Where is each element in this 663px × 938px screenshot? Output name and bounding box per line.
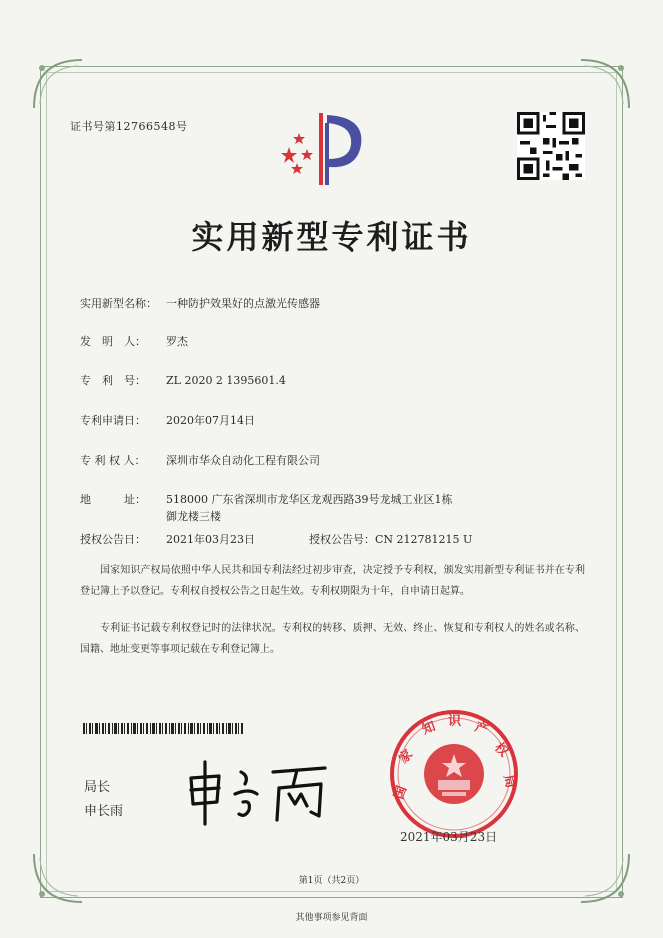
patentee-name: 深圳市华众自动化工程有限公司 — [166, 454, 320, 467]
signer-title: 局长 — [84, 780, 111, 795]
qr-code — [517, 112, 585, 180]
address-line-2: 御龙楼三楼 — [166, 510, 221, 523]
inventor-name: 罗杰 — [166, 335, 188, 348]
svg-text:产: 产 — [472, 719, 490, 739]
address-line-1: 518000 广东省深圳市龙华区龙观西路39号龙城工业区1栋 — [166, 493, 453, 506]
svg-text:权: 权 — [491, 740, 511, 761]
field-utility-model-name: 实用新型名称： 一种防护效果好的点激光传感器 — [80, 297, 320, 310]
svg-text:知: 知 — [420, 719, 438, 738]
corner-ornament-top-right — [577, 56, 633, 112]
svg-text:国: 国 — [391, 784, 411, 802]
legal-status-paragraph: 专利证书记载专利权登记时的法律状况。专利权的转移、质押、无效、终止、恢复和专利权人的姓名或名称、国籍、地址变更等事项记载在专利登记簿上。 — [80, 623, 585, 655]
grant-statement-paragraph: 国家知识产权局依照中华人民共和国专利法经过初步审查，决定授予专利权，颁发实用新型专利证书并在专利登记簿上予以登记。专利权自授权公告之日起生效。专利权期限为十年，自申请日起算。 — [80, 565, 585, 597]
patent-number: ZL 2020 2 1395601.4 — [166, 374, 286, 387]
seal-date: 2021年03月23日 — [400, 830, 498, 844]
svg-text:家: 家 — [396, 747, 417, 767]
certificate-title: 实用新型专利证书 — [191, 218, 472, 256]
cnipa-logo — [275, 105, 370, 190]
field-filing-date: 专利申请日： 2020年07月14日 — [80, 414, 255, 427]
filing-date: 2020年07月14日 — [166, 414, 255, 427]
svg-text:局: 局 — [500, 773, 518, 790]
certificate-number: 证书号第12766548号 — [70, 120, 188, 133]
back-side-note: 其他事项参见背面 — [295, 913, 368, 923]
field-inventor: 发 明 人： 罗杰 — [80, 335, 188, 348]
grant-date: 2021年03月23日 — [166, 533, 255, 546]
field-patentee: 专 利 权 人： 深圳市华众自动化工程有限公司 — [80, 454, 320, 467]
handwritten-signature — [185, 758, 335, 828]
field-patent-number: 专 利 号： ZL 2020 2 1395601.4 — [80, 374, 286, 387]
grant-number: CN 212781215 U — [375, 533, 473, 546]
corner-ornament-top-left — [30, 56, 86, 112]
official-seal — [388, 708, 520, 840]
page-number: 第1页（共2页） — [298, 876, 365, 886]
signer-name: 申长雨 — [84, 804, 124, 819]
utility-model-name: 一种防护效果好的点激光传感器 — [166, 297, 320, 310]
field-address: 地 址： 518000 广东省深圳市龙华区龙观西路39号龙城工业区1栋 — [80, 493, 453, 506]
svg-text:识: 识 — [448, 714, 462, 729]
grant-number-label: 授权公告号： — [309, 533, 375, 546]
field-grant-date: 授权公告日： 2021年03月23日 授权公告号：CN 212781215 U — [80, 533, 473, 546]
barcode — [83, 723, 243, 734]
